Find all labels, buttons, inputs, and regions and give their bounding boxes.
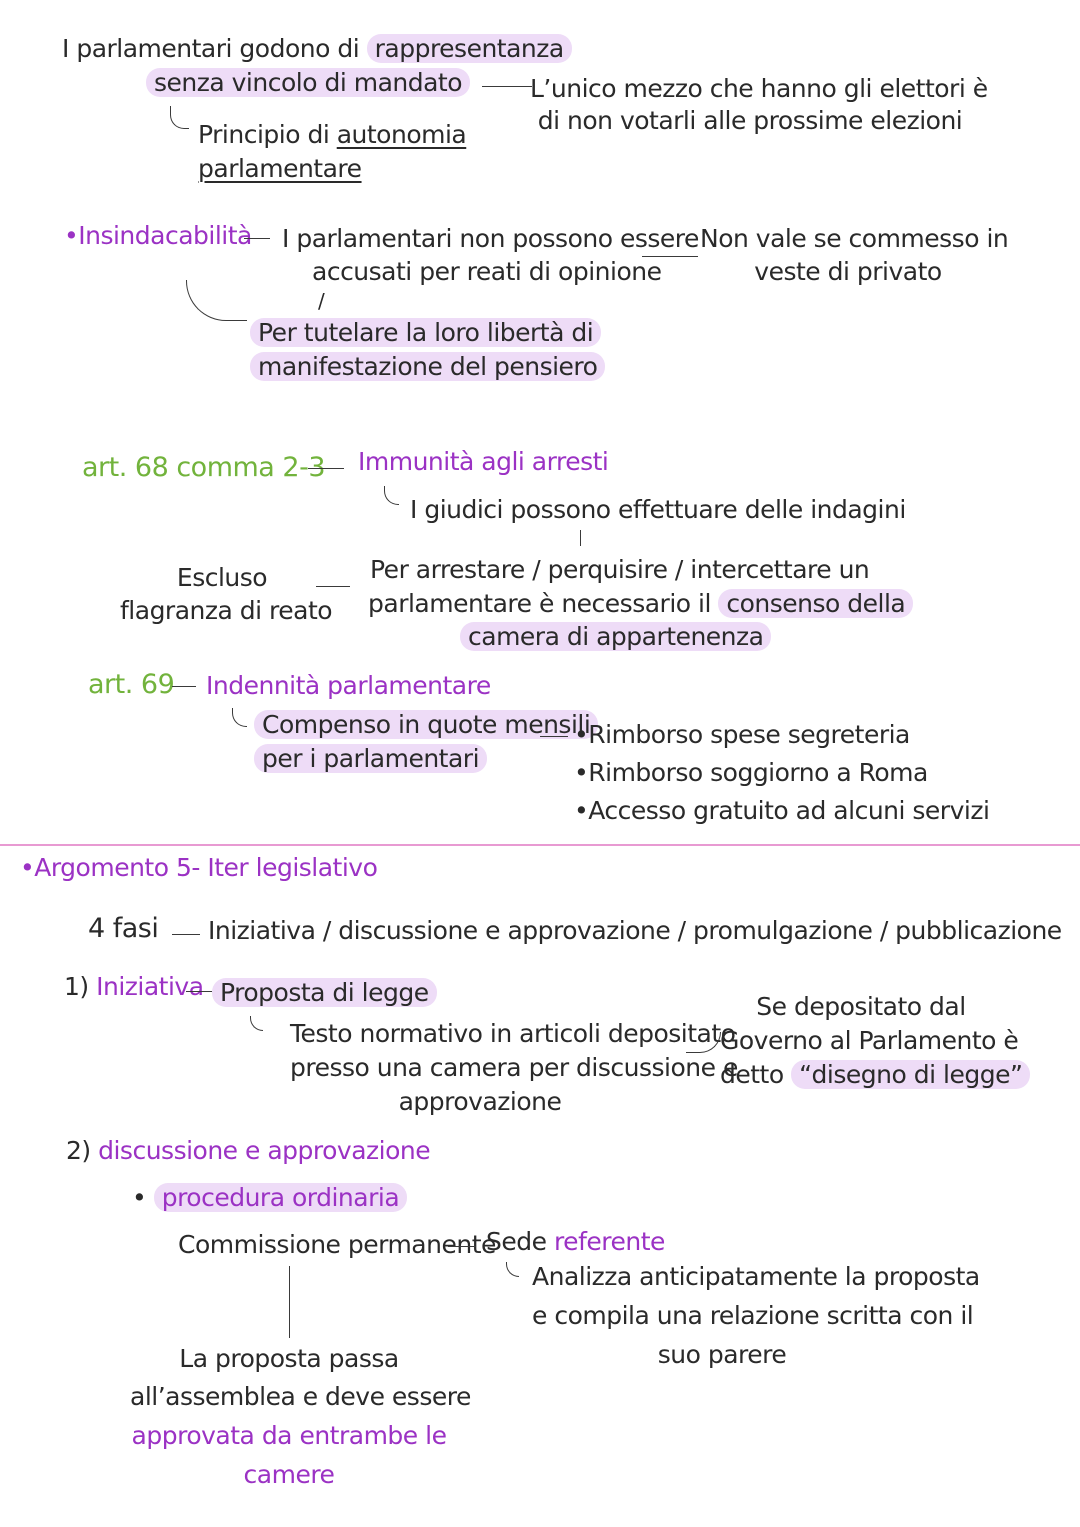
immunita-title: Immunità agli arresti [358,447,609,476]
proposta-passa-line3: approvata da entrambe le [131,1421,447,1450]
highlight-senza-vincolo: senza vincolo di mandato [146,68,470,97]
connector-dash [308,468,344,469]
section-divider [0,844,1080,846]
indennita-title: Indennità parlamentare [206,671,491,700]
proposta-passa-line1: La proposta passa [179,1344,399,1373]
arrestare-line2: parlamentare è necessario il consenso della [368,587,913,621]
arrow-hook-icon [232,708,247,727]
slash-mark: / [318,289,325,313]
fasi-label: 4 fasi [88,913,159,944]
connector-dash [244,238,270,239]
arrow-hook-icon [250,1016,263,1031]
highlight-procedura: procedura ordinaria [154,1183,407,1212]
non-vale-line1: Non vale se commesso in [700,224,1009,253]
unico-mezzo-line1: L’unico mezzo che hanno gli elettori è [530,74,988,103]
procedura-ordinaria: • procedura ordinaria [132,1181,407,1215]
principio-autonomia: Principio di autonomia [198,120,467,149]
highlight-manifestazione: manifestazione del pensiero [250,352,605,381]
benefit-item: •Rimborso spese segreteria [574,720,910,749]
arrow-hook-icon [506,1262,519,1277]
analizza-line1: Analizza anticipatamente la proposta [532,1262,980,1291]
escluso-line1: Escluso [176,563,268,592]
arrestare-line1: Per arrestare / perquisire / intercettare un [370,555,870,584]
governo-line3: detto “disegno di legge” [720,1058,1002,1092]
connector-dash [448,1246,476,1247]
arrestare-line3 [460,620,771,654]
compenso-line2 [254,742,487,776]
governo-line1: Se depositato dal [756,992,966,1021]
insindacabilita-desc1: I parlamentari non possono essere [282,224,699,253]
parlamentare-word: parlamentare [198,154,362,183]
escluso-line2: flagranza di reato [120,596,333,625]
governo-line2: Governo al Parlamento è [720,1026,1019,1055]
art68-label: art. 68 comma 2-3 [82,452,326,483]
analizza-line3: suo parere [657,1340,787,1369]
proposta-passa-line4: camere [243,1460,335,1489]
discussione-heading: 2) discussione e approvazione [66,1136,431,1165]
connector-dash [172,686,196,687]
highlight-proposta: Proposta di legge [212,978,437,1007]
tutelare-line1 [250,316,601,350]
connector-dash [316,586,350,587]
parlamentari-line2 [146,66,470,100]
argomento-heading: •Argomento 5- Iter legislativo [20,853,378,882]
highlight-disegno-legge: “disegno di legge” [791,1060,1030,1089]
highlight-consenso: consenso della [718,589,913,618]
iniziativa-heading: 1) Iniziativa [64,972,204,1001]
insindacabilita-desc2: accusati per reati di opinione [312,257,662,286]
testo-line2: presso una camera per discussione e [290,1053,738,1082]
highlight-tutelare: Per tutelare la loro libertà di [250,318,601,347]
insindacabilita-title: •Insindacabilità [64,221,252,250]
giudici-indagini: I giudici possono effettuare delle indagini [410,495,906,524]
analizza-line2: e compila una relazione scritta con il [532,1301,974,1330]
connector-dash [642,256,698,257]
connector-dash [172,934,200,935]
commissione-permanente: Commissione permanente [178,1230,496,1259]
parlamentari-line1: I parlamentari godono di rappresentanza [62,32,572,66]
arrow-curve-icon [186,280,247,321]
arrow-hook-icon [384,486,399,505]
proposta-legge [212,976,437,1010]
underlined-autonomia: autonomia [336,120,467,149]
highlight-compenso: Compenso in quote mensili [254,710,598,739]
art69-label: art. 69 [88,669,175,700]
non-vale-line2: veste di privato [754,257,942,286]
proposta-passa-line2: all’assemblea e deve essere [130,1382,471,1411]
testo-line3: approvazione [398,1087,562,1116]
arrow-hook-icon [170,106,189,129]
benefit-item: •Accesso gratuito ad alcuni servizi [574,796,990,825]
connector-vertical [289,1266,290,1338]
testo-line1: Testo normativo in articoli depositato [290,1019,736,1048]
highlight-camera-appartenenza: camera di appartenenza [460,622,771,651]
connector-dash [482,86,532,87]
connector-dash [186,991,212,992]
unico-mezzo-line2: di non votarli alle prossime elezioni [537,106,963,135]
sede-referente: Sede referente [486,1227,665,1256]
connector-dash [540,736,568,737]
tutelare-line2 [250,350,605,384]
highlight-per-parlamentari: per i parlamentari [254,744,487,773]
benefit-item: •Rimborso soggiorno a Roma [574,758,928,787]
connector-vertical [580,530,581,546]
highlight-rappresentanza: rappresentanza [367,34,572,63]
fasi-list: Iniziativa / discussione e approvazione / promulgazione / pubblicazione [208,916,1062,945]
